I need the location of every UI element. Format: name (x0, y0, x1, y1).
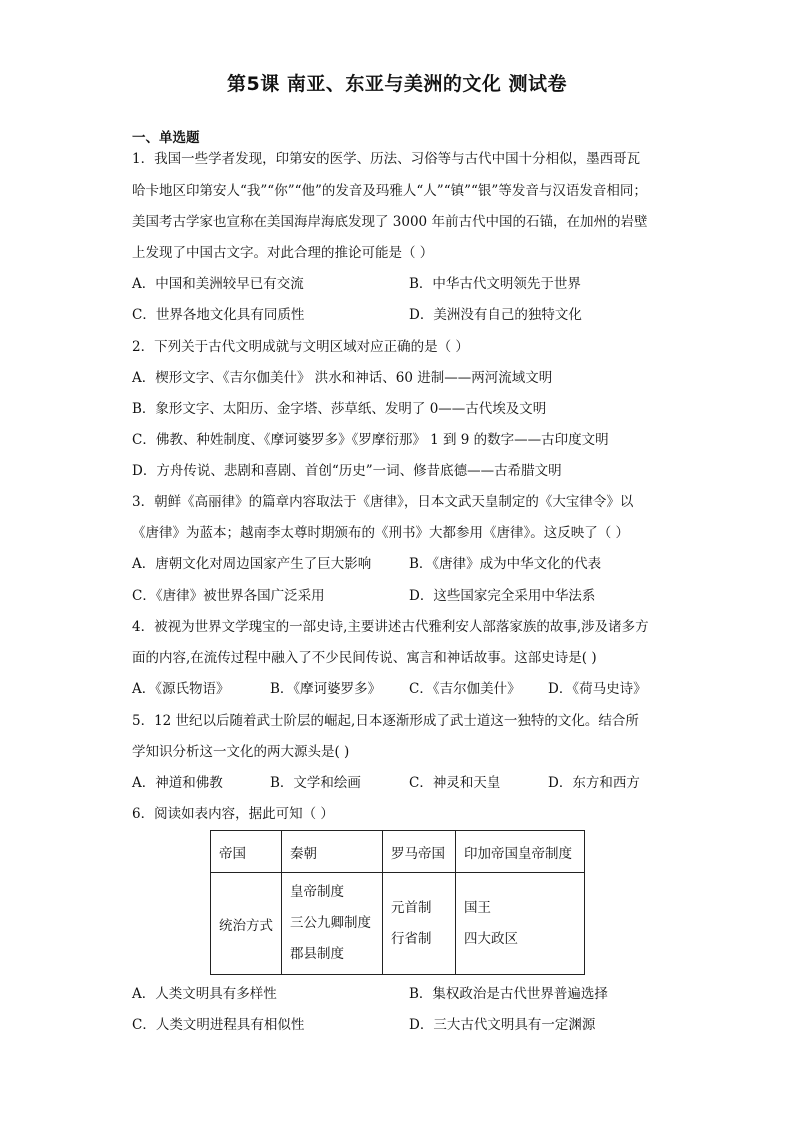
table-header-cell: 罗马帝国 (383, 831, 456, 873)
q6-option-a: A．人类文明具有多样性 (132, 986, 277, 1002)
section-heading: 一、单选题 (132, 130, 200, 146)
q1-option-b: B．中华古代文明领先于世界 (409, 276, 581, 292)
q3-stem-line-1: 3．朝鲜《高丽律》的篇章内容取法于《唐律》，日本文武天皇制定的《大宝律令》以 (132, 494, 634, 510)
q4-stem-line-2: 面的内容,在流传过程中融入了不少民间传说、寓言和神话故事。这部史诗是( ) (132, 650, 597, 666)
q2-stem: 2．下列关于古代文明成就与文明区域对应正确的是（ ） (132, 339, 469, 355)
q3-option-c: C．《唐律》被世界各国广泛采用 (132, 588, 325, 604)
q6-option-d: D．三大古代文明具有一定渊源 (409, 1017, 596, 1033)
table-row-label: 统治方式 (211, 873, 282, 975)
q1-stem-line-2: 哈卡地区印第安人“我”“你”“他”的发音及玛雅人“人”“镇”“银”等发音与汉语发音相同； (132, 183, 647, 199)
q1-option-d: D．美洲没有自己的独特文化 (409, 307, 582, 323)
q1-stem-line-3: 美国考古学家也宣称在美国海岸海底发现了 3000 年前古代中国的石锚，在加州的岩壁 (132, 214, 648, 230)
table-cell-line: 皇帝制度 (290, 884, 344, 900)
q1-option-c: C．世界各地文化具有同质性 (132, 307, 305, 323)
q6-stem: 6．阅读如表内容，据此可知（ ） (132, 806, 334, 822)
q1-stem-line-4: 上发现了中国古文字。对此合理的推论可能是（ ） (132, 245, 434, 261)
q4-option-d: D．《荷马史诗》 (548, 681, 647, 697)
q6-option-c: C．人类文明进程具有相似性 (132, 1017, 305, 1033)
q5-option-b: B．文学和绘画 (270, 775, 361, 791)
table-cell-line: 四大政区 (464, 930, 518, 947)
page-title: 第5课 南亚、东亚与美洲的文化 测试卷 (227, 73, 567, 95)
q3-stem-line-2: 《唐律》为蓝本；越南李太尊时期颁布的《刑书》大都参用《唐律》。这反映了（ ） (132, 525, 630, 541)
table-cell-line: 元首制 (391, 899, 432, 916)
rome-cell (383, 873, 456, 975)
q5-option-d: D．东方和西方 (548, 775, 640, 791)
q3-option-a: A．唐朝文化对周边国家产生了巨大影响 (132, 556, 372, 572)
qin-cell (282, 873, 383, 975)
table-cell-line: 三公九卿制度 (290, 915, 371, 931)
table-header-row (211, 831, 585, 873)
q2-option-c: C．佛教、种姓制度、《摩诃婆罗多》《罗摩衍那》 1 到 9 的数字——古印度文明 (132, 432, 609, 448)
q1-option-a: A．中国和美洲较早已有交流 (132, 276, 304, 292)
table-header-cell: 印加帝国皇帝制度 (456, 831, 585, 873)
inca-cell (456, 873, 585, 975)
q5-option-c: C．神灵和天皇 (409, 775, 501, 791)
q4-stem-line-1: 4．被视为世界文学瑰宝的一部史诗,主要讲述古代雅利安人部落家族的故事,涉及诸多方 (132, 619, 649, 635)
q5-option-a: A．神道和佛教 (132, 775, 223, 791)
table-row (211, 873, 585, 975)
q4-option-c: C．《吉尔伽美什》 (409, 681, 521, 697)
q3-option-b: B．《唐律》成为中华文化的代表 (409, 556, 602, 572)
table-header-cell: 帝国 (211, 831, 282, 873)
table-header-cell: 秦朝 (282, 831, 383, 873)
table-cell-line: 郡县制度 (290, 946, 344, 962)
q4-option-b: B．《摩诃婆罗多》 (270, 681, 382, 697)
table-cell-line: 行省制 (391, 930, 432, 947)
q6-option-b: B．集权政治是古代世界普遍选择 (409, 986, 608, 1002)
q2-option-d: D．方舟传说、悲剧和喜剧、首创“历史”一词、修昔底德——古希腊文明 (132, 463, 562, 479)
q2-option-a: A．楔形文字、《吉尔伽美什》 洪水和神话、60 进制——两河流域文明 (132, 370, 553, 386)
q5-stem-line-2: 学知识分析这一文化的两大源头是( ) (132, 744, 350, 760)
q1-stem-line-1: 1．我国一些学者发现，印第安的医学、历法、习俗等与古代中国十分相似，墨西哥瓦 (132, 151, 641, 167)
q4-option-a: A．《源氏物语》 (132, 681, 230, 697)
q5-stem-line-1: 5．12 世纪以后随着武士阶层的崛起,日本逐渐形成了武士道这一独特的文化。结合所 (132, 713, 639, 729)
table-cell-line: 国王 (464, 899, 491, 916)
q3-option-d: D．这些国家完全采用中华法系 (409, 588, 596, 604)
q2-option-b: B．象形文字、太阳历、金字塔、莎草纸、发明了 0——古代埃及文明 (132, 401, 547, 417)
q6-table (210, 830, 585, 975)
